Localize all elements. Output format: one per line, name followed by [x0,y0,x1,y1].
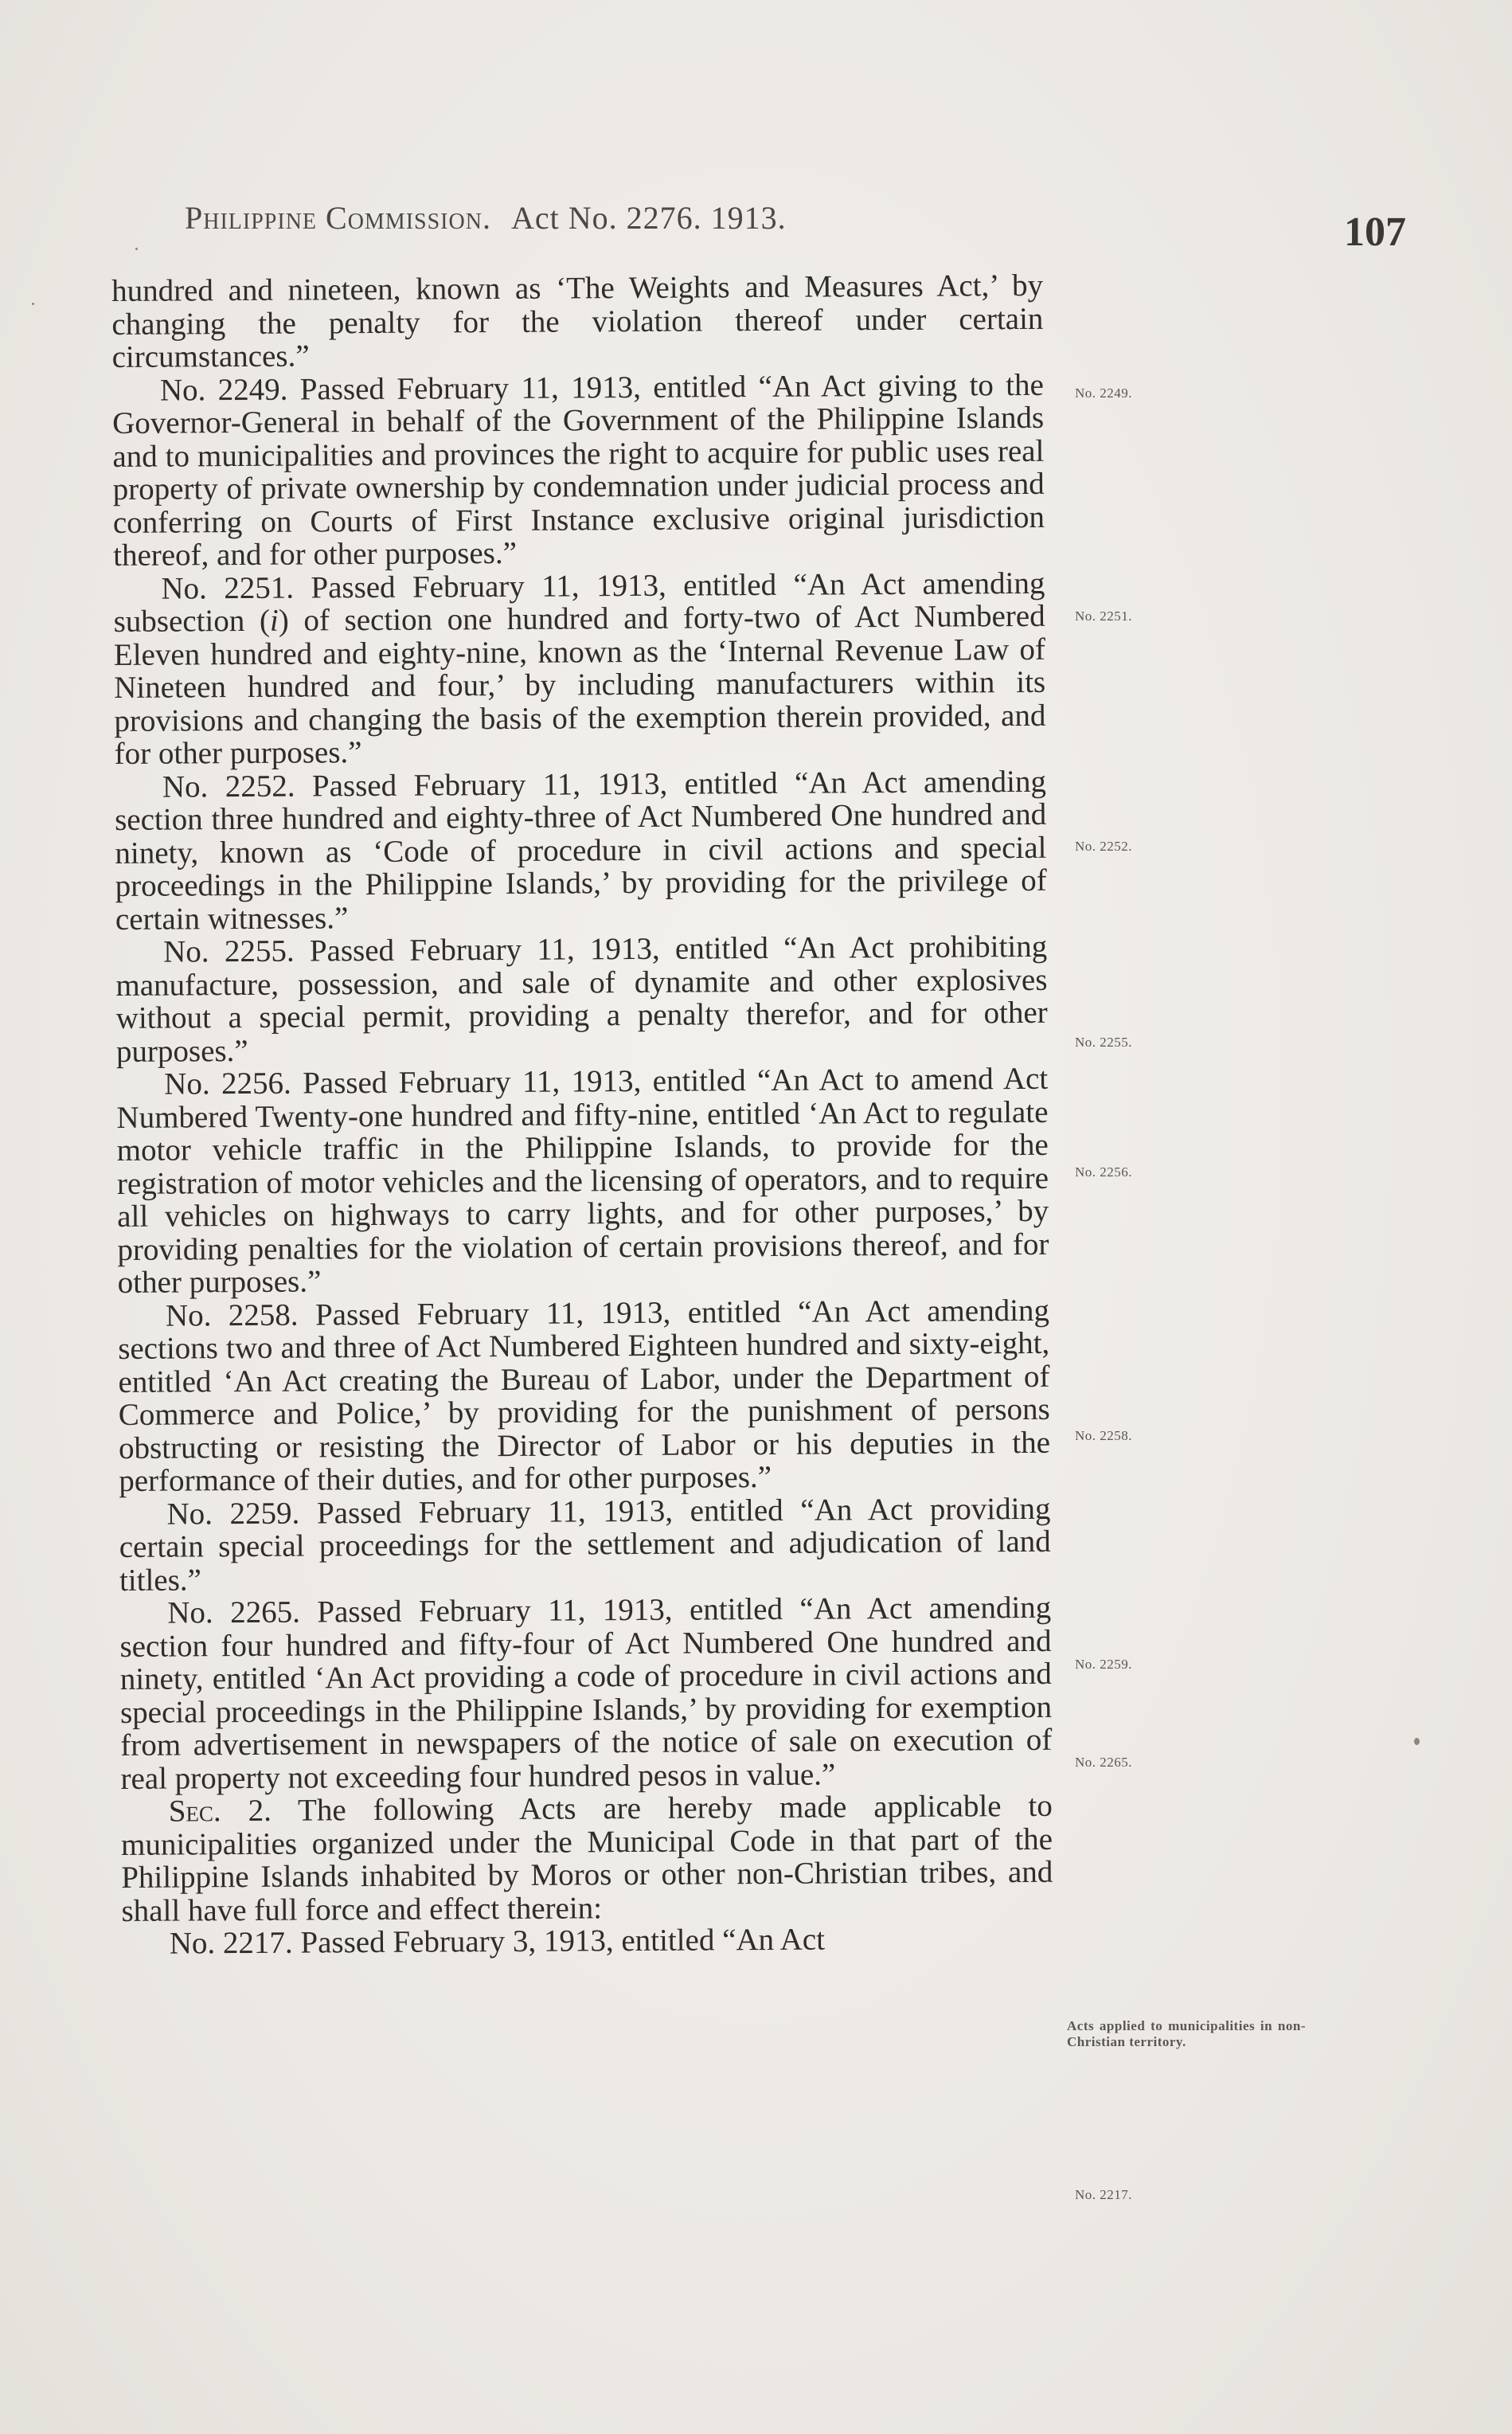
margin-note-2252: No. 2252. [1075,839,1133,854]
margin-note-2256: No. 2256. [1075,1164,1133,1180]
margin-note-2249: No. 2249. [1075,385,1133,401]
margin-note-2259: No. 2259. [1075,1657,1133,1672]
section-2-label: Sec. 2. [168,1793,272,1829]
paragraph-section-2 [121,1790,1053,1927]
margin-note-2255: No. 2255. [1075,1035,1133,1050]
running-head-act: Act No. 2276. 1913. [510,200,787,236]
paragraph-continuation: hundred and nineteen, known as ‘The Weights and Measures Act,’ by changing the penalty for the violation thereof under certain circumstances.” [111,268,1044,374]
margin-note-2265: No. 2265. [1075,1755,1133,1770]
paragraph-act-2252: No. 2252. Passed February 11, 1913, entitled “An Act amending section three hundred and eighty-three of Act Numbered One hundred and ninety, known as ‘Code of procedure in civil actions and special proceedings in the Philippine Islands,’ by providing for the privilege of certain witnesses.” [115,764,1047,937]
paragraph-act-2251-part2: ) of section one hundred and forty-two of Act Numbered Eleven hundred and eighty-nine, known as the ‘Internal Revenue Law of Nineteen hundred and four,’ by including manufacturers within its provisions and changing the basis of the exemption therein provided, and for other purposes.” [113,598,1046,771]
paragraph-act-2256: No. 2256. Passed February 11, 1913, entitled “An Act to amend Act Numbered Twenty-one hundred and fifty-nine, entitled ‘An Act to regulate motor vehicle traffic in the Philippine Islands, to provide for the registration of motor vehicles and the licensing of operators, and to require all vehicles on highways to carry lights, and for other purposes,’ by providing penalties for the violation of certain provisions thereof, and for other purposes.” [116,1061,1049,1300]
paragraph-act-2258: No. 2258. Passed February 11, 1913, entitled “An Act amending sections two and three of Act Numbered Eighteen hundred and sixty-eight, entitled ‘An Act creating the Bureau of Labor, under the Department of Commerce and Police,’ by providing for the punishment of persons obstructing or resisting the Director of Labor or his deputies in the performance of their duties, and for other purposes.” [118,1293,1051,1498]
paragraph-act-2251-subsection: i [269,603,279,638]
paper-speck [32,303,34,305]
body-text [111,269,1053,1961]
paper-speck [135,248,138,250]
paragraph-act-2249: No. 2249. Passed February 11, 1913, entitled “An Act giving to the Governor-General in behalf of the Government of the Philippine Islands and to municipalities and provinces the right to acquire for public uses real property of private ownership by condemnation under judicial process and conferring on Courts of First Instance exclusive original jurisdiction thereof, and for other purposes.” [112,367,1045,573]
margin-note-2217: No. 2217. [1075,2187,1133,2202]
running-head [185,199,981,237]
paragraph-act-2265: No. 2265. Passed February 11, 1913, entitled “An Act amending section four hundred and fifty-four of Act Numbered One hundred and ninety, entitled ‘An Act providing a code of procedure in civil actions and special proceedings in the Philippine Islands,’ by providing for exemption from advertisement in newspapers of the notice of sale on execution of real property not exceeding four hundred pesos in value.” [119,1590,1053,1796]
paper-speck [1414,1738,1420,1745]
paragraph-act-2217: No. 2217. Passed February 3, 1913, entitled “An Act [169,1922,826,1961]
page-number: 107 [1344,209,1406,255]
paragraph-act-2259: No. 2259. Passed February 11, 1913, entitled “An Act providing certain special proceedings for the settlement and adjudication of land titles.” [119,1491,1051,1598]
paragraph-act-2251 [113,566,1045,770]
paragraph-act-2255: No. 2255. Passed February 11, 1913, entitled “An Act prohibiting manufacture, possession, and sale of dynamite and other explosives without a special permit, providing a penalty therefor, and for other purposes.” [115,929,1048,1069]
margin-note-2258: No. 2258. [1075,1428,1133,1443]
running-head-organization: Philippine Commission. [185,200,491,236]
section-2-text: The following Acts are hereby made applicable to municipalities organized under the Municipal Code in that part of the Philippine Islands inhabited by Moros or other non-Christian tribes, and shall have full force and effect therein: [120,1788,1053,1928]
margin-note-acts-applied: Acts applied to municipalities in non-Christian territory. [1067,2018,1306,2049]
paragraph-act-2251-part1: No. 2251. Passed February 11, 1913, entitled “An Act amending subsection ( [113,565,1045,639]
margin-note-2251: No. 2251. [1075,608,1133,624]
